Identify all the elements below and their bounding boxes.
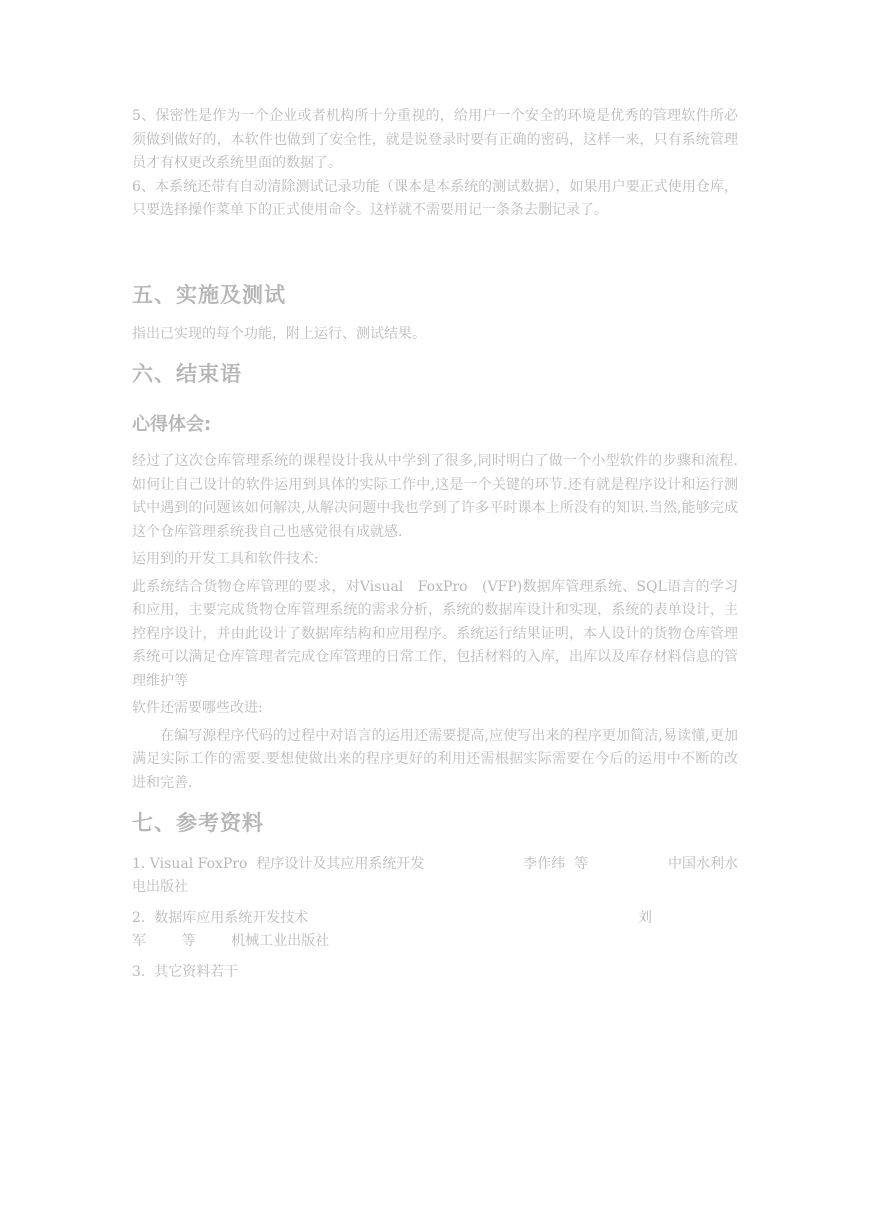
section6-heading: 六、结束语: [132, 362, 242, 386]
reference-publisher-cont: 电出版社: [132, 879, 188, 895]
section6-improve-label: 软件还需要哪些改进:: [132, 700, 263, 716]
section6-paragraph-improve: 在编写源程序代码的过程中对语言的运用还需要提高,应使写出来的程序更加简洁,易读懂,更加满足实际工作的需要.要想使做出来的程序更好的利用还需根据实际需要在今后的运用中不断的改进和完善.: [132, 727, 738, 791]
reference-title: 3. 其它资料若干: [132, 964, 239, 980]
reference-author: 刘: [638, 910, 652, 926]
section5-heading: 五、实施及测试: [132, 282, 286, 307]
section6-subheading: 心得体会:: [132, 414, 212, 435]
document-page: [132, 105, 738, 984]
reference-author-publisher: 军 等 机械工业出版社: [132, 933, 330, 949]
reference-item: [132, 961, 738, 984]
reference-item: [132, 853, 738, 899]
paragraph-auto-clear: 6、本系统还带有自动清除测试记录功能（课本是本系统的测试数据），如果用户要正式使用仓库，只要选择操作菜单下的正式使用命令。这样就不需要用记一条条去删记录了。: [132, 178, 738, 218]
reference-title: 2. 数据库应用系统开发技术: [132, 910, 309, 926]
section6-paragraph-tools: 此系统结合货物仓库管理的要求，对Visual FoxPro (VFP)数据库管理系统、SQL语言的学习和应用，主要完成货物仓库管理系统的需求分析，系统的数据库设计和实现，系统的表单设计，主控程序设计，并由此设计了数据库结构和应用程序。系统运行结果证明，本人设计的货物仓库管理系统可以满足仓库管理者完成仓库管理的日常工作，包括材料的入库，出库以及库存材料信息的管理维护等: [132, 578, 738, 689]
reference-item: [132, 907, 738, 953]
section6-paragraph-experience: 经过了这次仓库管理系统的课程设计我从中学到了很多,同时明白了做一个小型软件的步骤和流程.如何让自己设计的软件运用到具体的实际工作中,这是一个关键的环节.还有就是程序设计和运行测试中遇到的问题该如何解决,从解决问题中我也学到了许多平时课本上所没有的知识.当然,能够完成这个仓库管理系统我自己也感觉很有成就感.: [132, 453, 738, 540]
section7-heading: 七、参考资料: [132, 811, 264, 835]
reference-list: [132, 853, 738, 984]
reference-publisher: 中国水利水: [668, 856, 738, 872]
reference-author: 李作纬 等: [523, 856, 588, 872]
reference-title: 1. Visual FoxPro 程序设计及其应用系统开发: [132, 856, 425, 872]
section6-tools-label: 运用到的开发工具和软件技术:: [132, 551, 319, 567]
paragraphs-top: [132, 105, 738, 223]
section5-text: 指出已实现的每个功能，附上运行、测试结果。: [132, 325, 426, 342]
paragraph-security: 5、保密性是作为一个企业或者机构所十分重视的，给用户一个安全的环境是优秀的管理软件所必须做到做好的，本软件也做到了安全性，就是说登录时要有正确的密码，这样一来，只有系统管理员才有权更改系统里面的数据了。: [132, 108, 738, 171]
